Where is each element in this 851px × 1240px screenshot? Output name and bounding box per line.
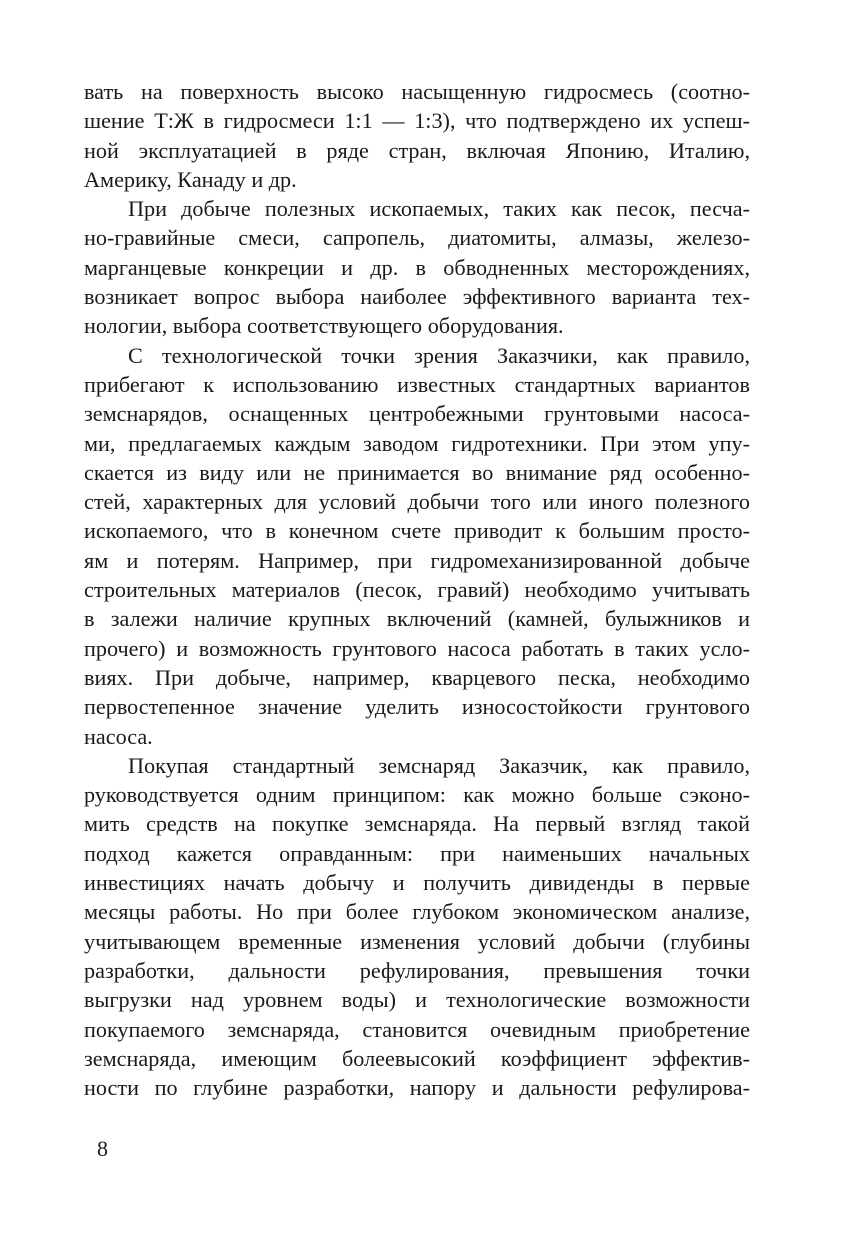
text-line: руководствуется одним принципом: как можно больше сэконо-	[84, 782, 750, 808]
text-line: мить средств на покупке земснаряда. На первый взгляд такой	[84, 811, 750, 837]
text-line: ной эксплуатацией в ряде стран, включая Японию, Италию,	[84, 137, 750, 163]
text-line: возникает вопрос выбора наиболее эффективного варианта тех-	[84, 284, 750, 310]
text-line: ми, предлагаемых каждым заводом гидротехники. При этом упу-	[84, 430, 750, 456]
text-line: ископаемого, что в конечном счете приводит к большим просто-	[84, 518, 750, 544]
text-line: первостепенное значение уделить износостойкости грунтового	[84, 694, 750, 720]
text-line: месяцы работы. Но при более глубоком экономическом анализе,	[84, 899, 750, 925]
text-line: прочего) и возможность грунтового насоса работать в таких усло-	[84, 635, 750, 661]
text-line: При добыче полезных ископаемых, таких как песок, песча-	[128, 196, 750, 222]
page-number: 8	[97, 1136, 108, 1161]
text-line: выгрузки над уровнем воды) и технологические возможности	[84, 987, 750, 1013]
text-line: учитывающем временные изменения условий добычи (глубины	[84, 928, 750, 954]
text-line: насоса.	[84, 723, 153, 749]
text-line: инвестициях начать добычу и получить дивиденды в первые	[84, 870, 750, 896]
text-line: С технологической точки зрения Заказчики, как правило,	[128, 342, 750, 368]
text-line: строительных материалов (песок, гравий) необходимо учитывать	[84, 577, 750, 603]
text-line: марганцевые конкреции и др. в обводненных месторождениях,	[84, 254, 750, 280]
text-line: виях. При добыче, например, кварцевого песка, необходимо	[84, 664, 750, 690]
text-line: земснарядов, оснащенных центробежными грунтовыми насоса-	[84, 401, 750, 427]
text-line: Покупая стандартный земснаряд Заказчик, как правило,	[128, 752, 750, 778]
text-line: скается из виду или не принимается во внимание ряд особенно-	[84, 459, 750, 485]
text-line: Америку, Канаду и др.	[84, 166, 297, 192]
text-line: в залежи наличие крупных включений (камней, булыжников и	[84, 606, 750, 632]
paragraph-3	[84, 341, 750, 751]
paragraph-2	[84, 194, 750, 340]
text-line: но-гравийные смеси, сапропель, диатомиты, алмазы, железо-	[84, 225, 750, 251]
paragraph-4	[84, 751, 750, 1103]
text-line: земснаряда, имеющим болеевысокий коэффициент эффектив-	[84, 1045, 750, 1071]
text-line: шение Т:Ж в гидросмеси 1:1 — 1:3), что подтверждено их успеш-	[84, 108, 750, 134]
paragraph-1	[84, 77, 750, 194]
text-line: покупаемого земснаряда, становится очевидным приобретение	[84, 1016, 750, 1042]
text-line: разработки, дальности рефулирования, превышения точки	[84, 957, 750, 983]
text-line: стей, характерных для условий добычи того или иного полезного	[84, 489, 750, 515]
text-line: подход кажется оправданным: при наименьших начальных	[84, 840, 750, 866]
text-line: прибегают к использованию известных стандартных вариантов	[84, 371, 750, 397]
text-line: ности по глубине разработки, напору и дальности рефулирова-	[84, 1075, 750, 1101]
body-text	[84, 77, 750, 1102]
text-line: ям и потерям. Например, при гидромеханизированной добыче	[84, 547, 750, 573]
text-line: вать на поверхность высоко насыщенную гидросмесь (соотно-	[84, 79, 750, 104]
text-line: нологии, выбора соответствующего оборудования.	[84, 313, 564, 339]
